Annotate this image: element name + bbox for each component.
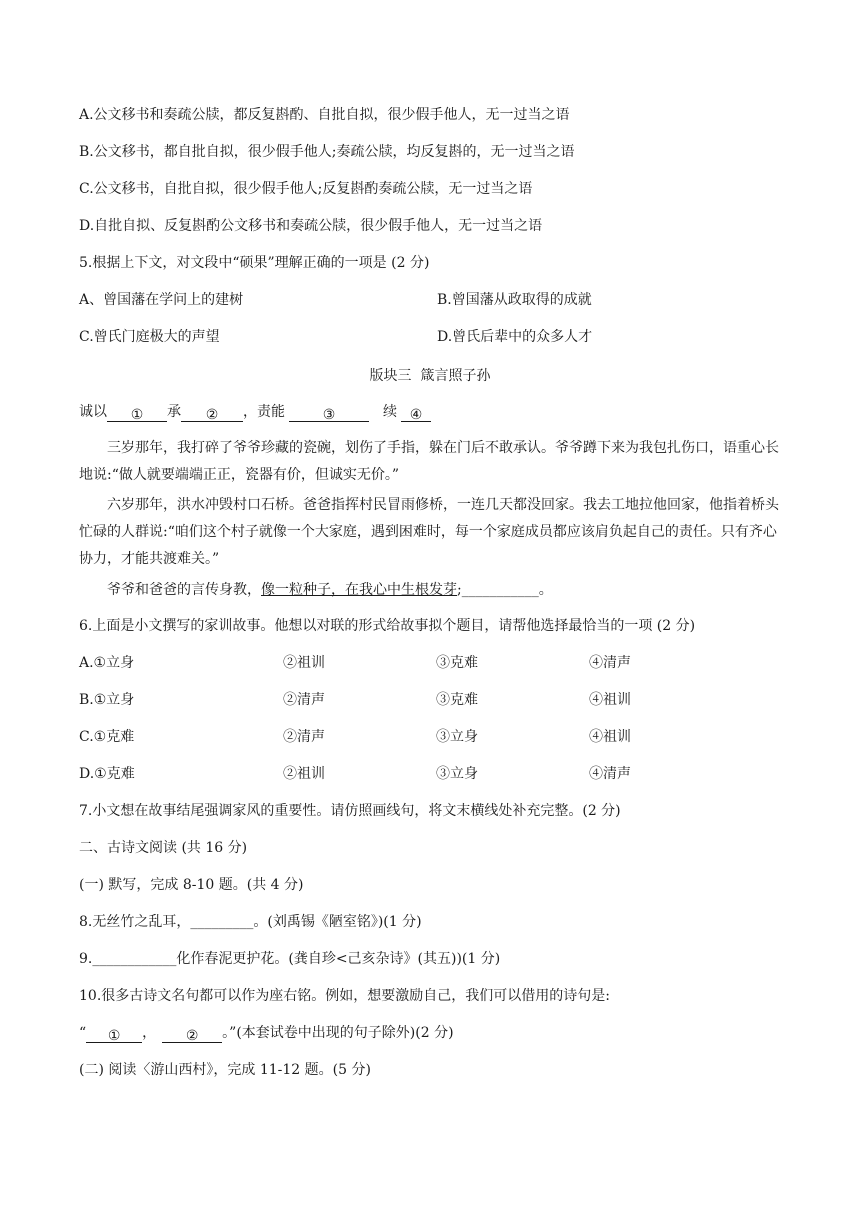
q6-option-c-3: ③立身 — [436, 729, 478, 745]
q6-option-a-2: ②祖训 — [283, 655, 325, 671]
couplet-blank-2: ② — [181, 405, 243, 422]
q6-option-d-3: ③立身 — [436, 766, 478, 782]
q8-stem: 8.无丝竹之乱耳，_________。(刘禹锡《陋室铭》)(1 分) — [79, 914, 422, 930]
q4-option-c: C.公文移书，自批自拟，很少假手他人;反复斟酌奏疏公牍，无一过当之语 — [79, 181, 533, 197]
q6-option-a-1: A.①立身 — [79, 655, 135, 671]
subsection2-heading: (二) 阅读〈游山西村》，完成 11-12 题。(5 分) — [79, 1062, 371, 1078]
q6-option-d-4: ④清声 — [589, 766, 631, 782]
couplet-blank-4: ④ — [401, 405, 431, 422]
q6-option-a-3: ③克难 — [436, 655, 478, 671]
section3-title: 版块三 箴言照子孙 — [369, 368, 491, 384]
q6-option-c-2: ②清声 — [283, 729, 325, 745]
q10-blanks: “ ① ， ② 。”(本套试卷中出现的句子除外)(2 分) — [79, 1025, 454, 1044]
q5-option-b: B.曾国藩从政取得的成就 — [437, 292, 592, 308]
story-paragraph-3: 爷爷和爸爸的言传身教，像一粒种子，在我心中生根发芽;___________。 — [107, 582, 553, 598]
q6-stem: 6.上面是小文撰写的家训故事。他想以对联的形式给故事拟个题目，请帮他选择最恰当的一项 (2 分) — [79, 618, 696, 634]
q6-option-b-4: ④祖训 — [589, 692, 631, 708]
q6-option-b-3: ③克难 — [436, 692, 478, 708]
q6-option-c-1: C.①克难 — [79, 729, 135, 745]
q6-option-b-1: B.①立身 — [79, 692, 135, 708]
underlined-sentence: 像一粒种子，在我心中生根发芽 — [261, 582, 457, 598]
q4-option-d: D.自批自拟、反复斟酌公文移书和奏疏公牍，很少假手他人，无一过当之语 — [79, 218, 543, 234]
q4-option-a: A.公文移书和奏疏公牍，都反复斟酌、自批自拟，很少假手他人，无一过当之语 — [79, 107, 570, 123]
subsection1-heading: (一) 默写，完成 8-10 题。(共 4 分) — [79, 877, 304, 893]
section2-heading: 二、古诗文阅读 (共 16 分) — [79, 840, 248, 856]
couplet-blank-1: ① — [107, 405, 167, 422]
q6-option-d-1: D.①克难 — [79, 766, 135, 782]
q6-option-a-4: ④清声 — [589, 655, 631, 671]
q5-option-c: C.曾氏门庭极大的声望 — [79, 329, 220, 345]
couplet-blank-3: ③ — [289, 405, 369, 422]
story-paragraph-2: 六岁那年，洪水冲毁村口石桥。爸爸指挥村民冒雨修桥，一连几天都没回家。我去工地拉他回家，他指着桥头忙碌的人群说:“咱们这个村子就像一个大家庭，遇到困难时，每一个家庭成员都应该肩负起自己的责任。只有齐心协力，才能共渡难关。” — [79, 497, 779, 567]
q6-option-b-2: ②清声 — [283, 692, 325, 708]
q5-stem: 5.根据上下文，对文段中“硕果”理解正确的一项是 (2 分) — [79, 255, 430, 271]
q4-option-b: B.公文移书，都自批自拟，很少假手他人;奏疏公牍，均反复斟的，无一过当之语 — [79, 144, 575, 160]
q10-stem: 10.很多古诗文名句都可以作为座右铭。例如，想要激励自己，我们可以借用的诗句是: — [79, 988, 610, 1004]
q10-blank-2: ② — [162, 1026, 222, 1043]
q9-stem: 9.____________化作春泥更护花。(龚自珍<己亥杂诗》(其五))(1 分) — [79, 951, 501, 967]
q6-option-d-2: ②祖训 — [283, 766, 325, 782]
q10-blank-1: ① — [86, 1026, 142, 1043]
q6-option-c-4: ④祖训 — [589, 729, 631, 745]
couplet-title: 诚以 ① 承 ② ，责能 ③ 续 ④ — [79, 402, 431, 422]
q5-option-a: A、曾国藩在学问上的建树 — [79, 292, 244, 308]
story-paragraph-1: 三岁那年，我打碎了爷爷珍藏的瓷碗，划伤了手指，躲在门后不敢承认。爷爷蹲下来为我包扎伤口，语重心长地说:“做人就要端端正正，瓷器有价，但诚实无价。” — [79, 440, 779, 483]
q7-stem: 7.小文想在故事结尾强调家风的重要性。请仿照画线句，将文末横线处补充完整。(2 分) — [79, 803, 621, 819]
q5-option-d: D.曾氏后辈中的众多人才 — [437, 329, 593, 345]
